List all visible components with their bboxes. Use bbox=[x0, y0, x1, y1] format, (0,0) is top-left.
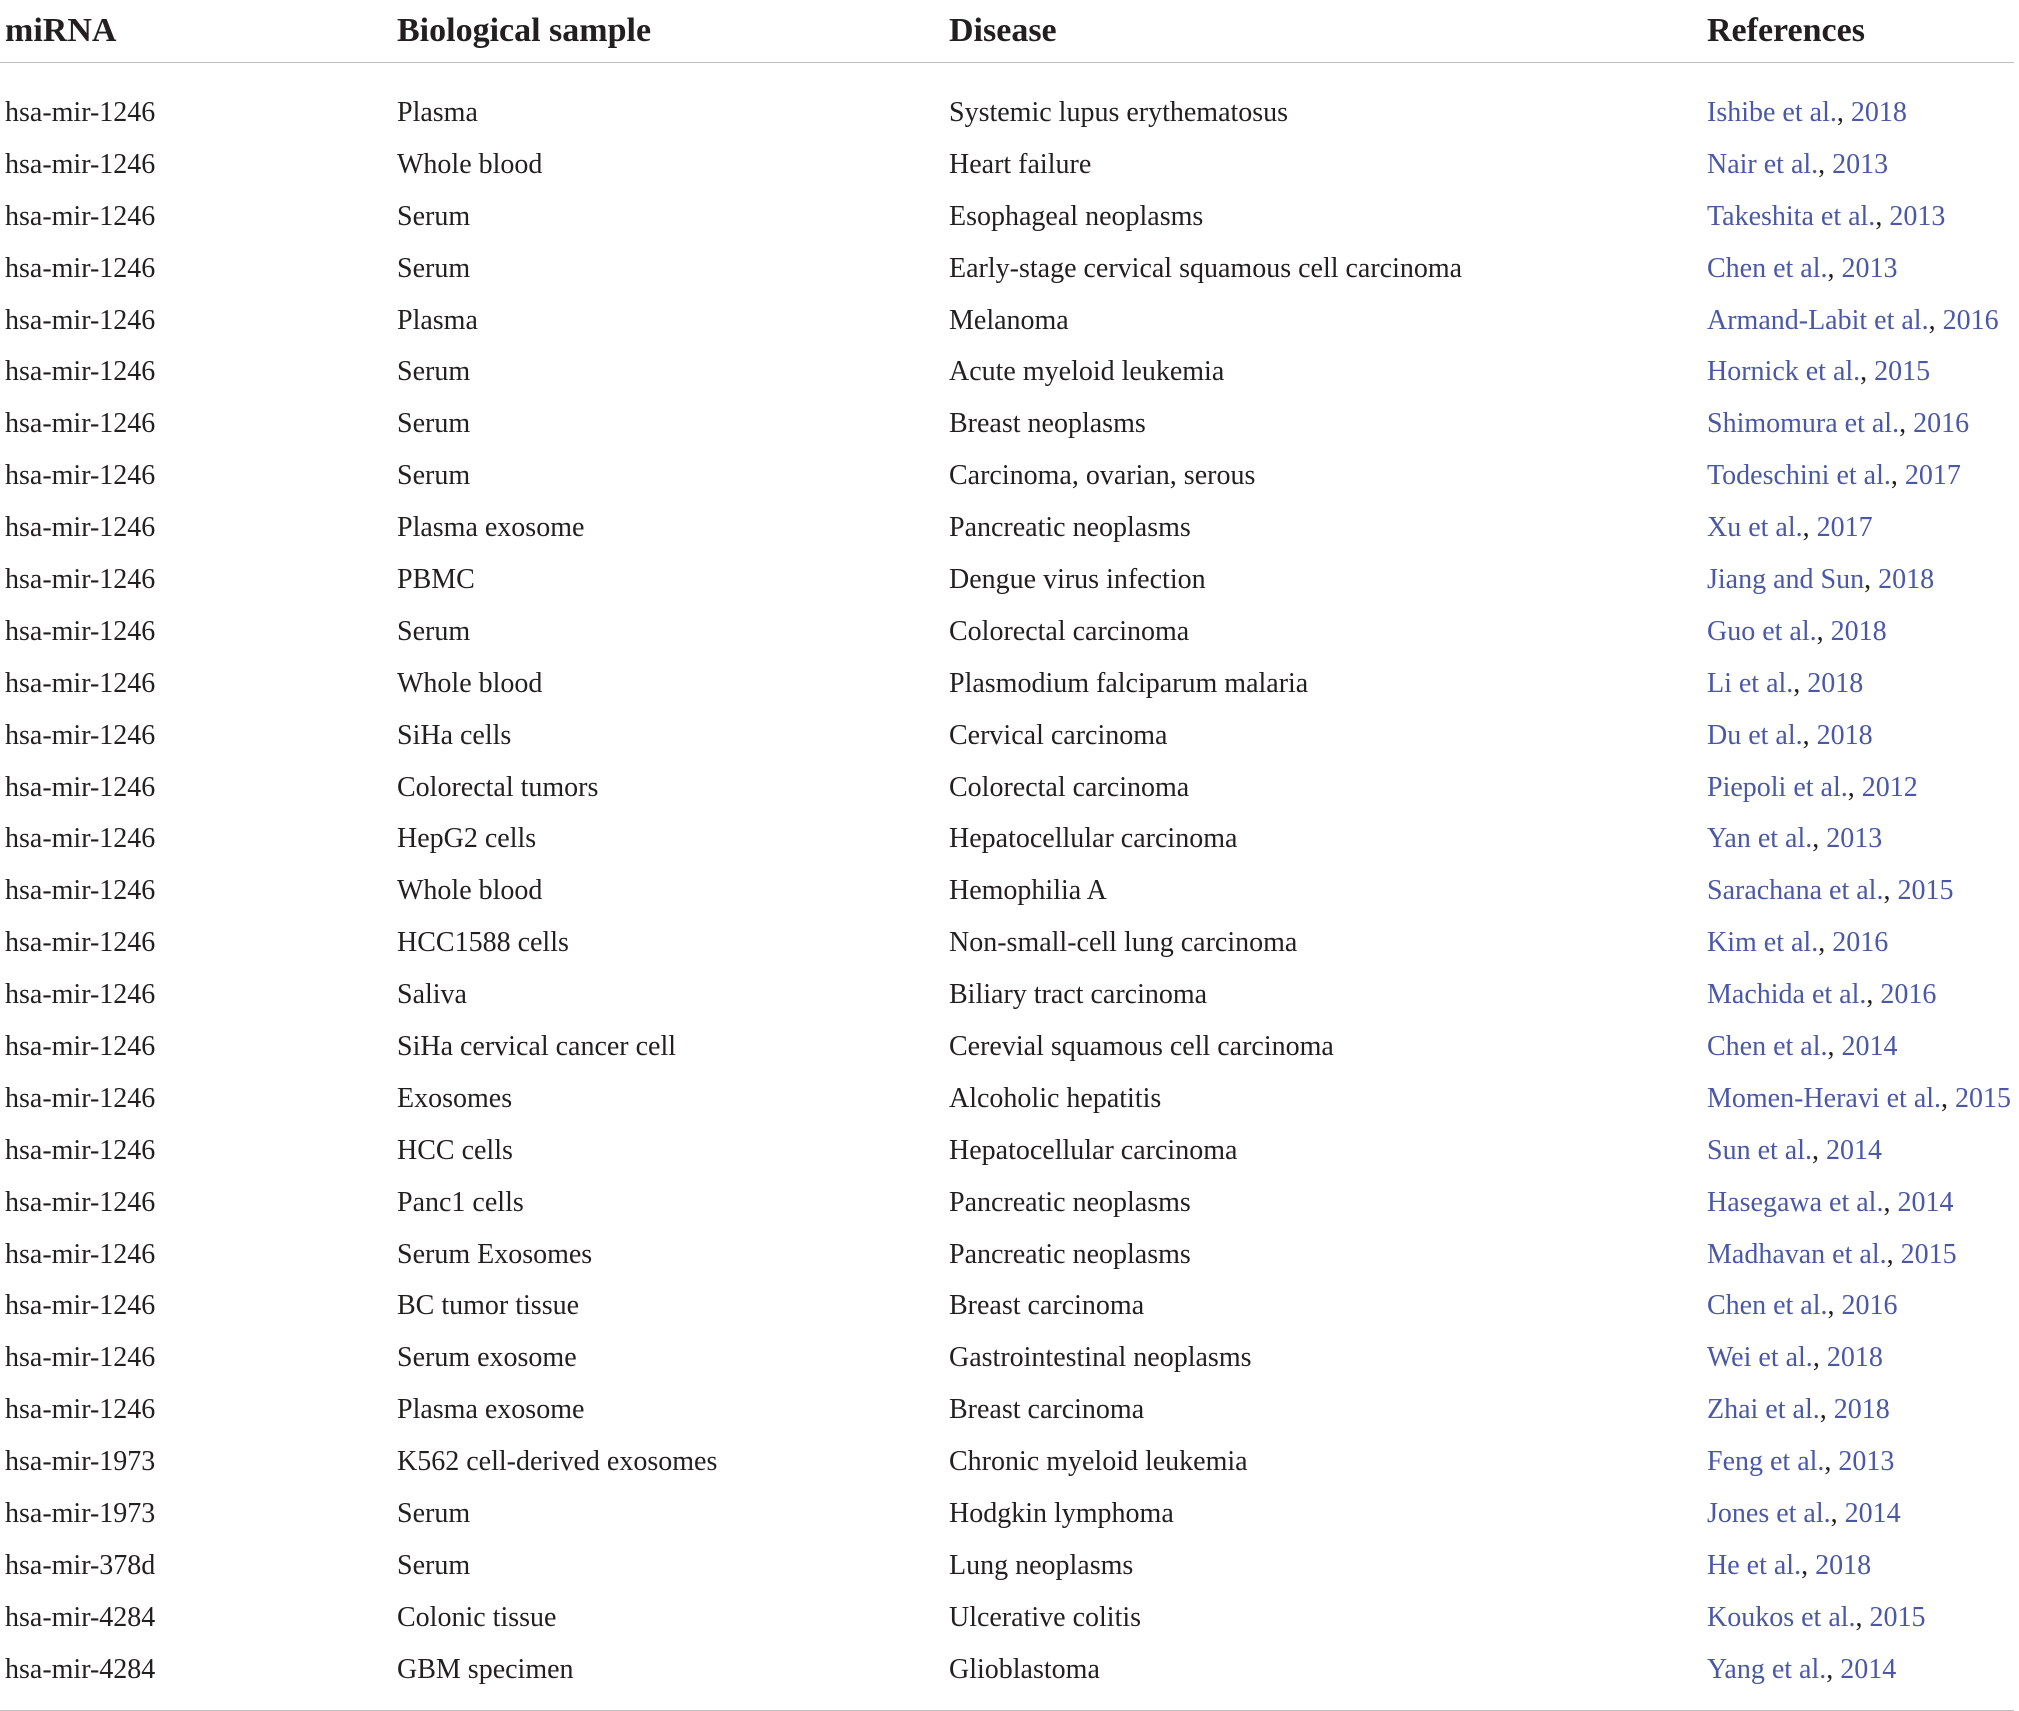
reference-year: 2013 bbox=[1826, 823, 1883, 855]
reference-link[interactable]: Kim et al. bbox=[1707, 927, 1819, 959]
cell-reference bbox=[1702, 865, 2014, 917]
cell-reference bbox=[1702, 1229, 2014, 1281]
table-row bbox=[0, 917, 2014, 969]
cell-disease: Early-stage cervical squamous cell carcinoma bbox=[949, 252, 1463, 284]
reference-separator: , bbox=[1801, 1549, 1816, 1581]
reference-year: 2015 bbox=[1897, 875, 1954, 907]
cell-disease: Biliary tract carcinoma bbox=[949, 979, 1208, 1011]
reference-separator: , bbox=[1899, 408, 1914, 440]
cell-reference bbox=[1702, 1436, 2014, 1488]
reference-year: 2016 bbox=[1913, 408, 1970, 440]
table-row bbox=[0, 1177, 2014, 1229]
reference-separator: , bbox=[1793, 667, 1808, 699]
cell-reference bbox=[1702, 295, 2014, 347]
cell-mirna: hsa-mir-1246 bbox=[5, 252, 156, 284]
reference-separator: , bbox=[1883, 875, 1898, 907]
table-row bbox=[0, 502, 2014, 554]
table-row bbox=[0, 1384, 2014, 1436]
cell-disease: Alcoholic hepatitis bbox=[949, 1082, 1162, 1114]
reference-link[interactable]: Piepoli et al. bbox=[1707, 771, 1848, 803]
reference-link[interactable]: Todeschini et al. bbox=[1707, 460, 1891, 492]
cell-mirna: hsa-mir-1246 bbox=[5, 96, 156, 128]
cell-mirna: hsa-mir-1246 bbox=[5, 1030, 156, 1062]
table-row bbox=[0, 1073, 2014, 1125]
cell-disease: Cerevial squamous cell carcinoma bbox=[949, 1030, 1334, 1062]
cell-mirna: hsa-mir-1246 bbox=[5, 1186, 156, 1218]
table-header bbox=[0, 0, 2014, 63]
cell-disease: Colorectal carcinoma bbox=[949, 771, 1190, 803]
table-row bbox=[0, 1488, 2014, 1540]
table-row bbox=[0, 295, 2014, 347]
cell-mirna: hsa-mir-1246 bbox=[5, 356, 156, 388]
cell-mirna: hsa-mir-1973 bbox=[5, 1497, 156, 1529]
table-row bbox=[0, 1436, 2014, 1488]
header-disease: Disease bbox=[944, 0, 1702, 63]
cell-biological-sample: HCC cells bbox=[397, 1134, 513, 1166]
reference-year: 2018 bbox=[1826, 1342, 1883, 1374]
cell-mirna: hsa-mir-1246 bbox=[5, 200, 156, 232]
cell-biological-sample: Colonic tissue bbox=[397, 1601, 557, 1633]
cell-mirna: hsa-mir-1246 bbox=[5, 667, 156, 699]
reference-link[interactable]: Feng et al. bbox=[1707, 1446, 1825, 1478]
cell-reference bbox=[1702, 658, 2014, 710]
reference-year: 2018 bbox=[1830, 615, 1887, 647]
cell-disease: Lung neoplasms bbox=[949, 1549, 1134, 1581]
cell-reference bbox=[1702, 554, 2014, 606]
reference-year: 2016 bbox=[1832, 927, 1889, 959]
cell-biological-sample: HepG2 cells bbox=[397, 823, 537, 855]
reference-link[interactable]: Hornick et al. bbox=[1707, 356, 1861, 388]
reference-year: 2013 bbox=[1841, 252, 1898, 284]
cell-biological-sample: GBM specimen bbox=[392, 1644, 944, 1710]
cell-reference bbox=[1702, 398, 2014, 450]
reference-year: 2014 bbox=[1897, 1186, 1954, 1218]
table-row bbox=[0, 1021, 2014, 1073]
reference-link[interactable]: Armand-Labit et al. bbox=[1707, 304, 1929, 336]
reference-separator: , bbox=[1816, 615, 1831, 647]
reference-separator: , bbox=[1864, 563, 1879, 595]
reference-year: 2018 bbox=[1816, 719, 1873, 751]
reference-year: 2018 bbox=[1815, 1549, 1872, 1581]
table-row bbox=[0, 606, 2014, 658]
cell-mirna: hsa-mir-1246 bbox=[5, 823, 156, 855]
cell-mirna: hsa-mir-1246 bbox=[5, 408, 156, 440]
reference-year: 2018 bbox=[1850, 96, 1907, 128]
reference-link[interactable]: Xu et al. bbox=[1707, 512, 1803, 544]
reference-year: 2015 bbox=[1900, 1238, 1957, 1270]
table-row bbox=[0, 1644, 2014, 1710]
cell-reference bbox=[1702, 969, 2014, 1021]
cell-biological-sample: Colorectal tumors bbox=[397, 771, 599, 803]
reference-link[interactable]: Machida et al. bbox=[1707, 979, 1867, 1011]
reference-separator: , bbox=[1883, 1186, 1898, 1218]
reference-separator: , bbox=[1827, 1030, 1842, 1062]
reference-link[interactable]: Zhai et al. bbox=[1707, 1394, 1820, 1426]
cell-disease: Melanoma bbox=[949, 304, 1069, 336]
reference-link[interactable]: Chen et al. bbox=[1707, 252, 1828, 284]
table-row bbox=[0, 139, 2014, 191]
reference-year: 2013 bbox=[1838, 1446, 1895, 1478]
cell-reference bbox=[1702, 243, 2014, 295]
cell-biological-sample: SiHa cervical cancer cell bbox=[397, 1030, 677, 1062]
cell-biological-sample: Serum bbox=[397, 408, 471, 440]
reference-link[interactable]: Hasegawa et al. bbox=[1707, 1186, 1884, 1218]
reference-separator: , bbox=[1928, 304, 1943, 336]
reference-link[interactable]: Nair et al. bbox=[1707, 148, 1819, 180]
cell-mirna: hsa-mir-1246 bbox=[5, 1134, 156, 1166]
reference-separator: , bbox=[1827, 1290, 1842, 1322]
cell-reference bbox=[1702, 1488, 2014, 1540]
table-row bbox=[0, 710, 2014, 762]
cell-biological-sample: Exosomes bbox=[397, 1082, 513, 1114]
cell-disease: Non-small-cell lung carcinoma bbox=[949, 927, 1298, 959]
cell-biological-sample: Serum exosome bbox=[397, 1342, 577, 1374]
reference-link[interactable]: Koukos et al. bbox=[1707, 1601, 1856, 1633]
cell-reference bbox=[1702, 1644, 2014, 1710]
reference-link[interactable]: Ishibe et al. bbox=[1707, 96, 1837, 128]
cell-mirna: hsa-mir-378d bbox=[5, 1549, 156, 1581]
reference-link[interactable]: Madhavan et al. bbox=[1707, 1238, 1887, 1270]
cell-biological-sample: Serum bbox=[397, 615, 471, 647]
cell-disease: Carcinoma, ovarian, serous bbox=[949, 460, 1256, 492]
cell-disease: Cervical carcinoma bbox=[949, 719, 1168, 751]
cell-mirna: hsa-mir-1246 bbox=[5, 512, 156, 544]
cell-reference bbox=[1702, 1540, 2014, 1592]
cell-reference bbox=[1702, 813, 2014, 865]
cell-reference bbox=[1702, 346, 2014, 398]
reference-link[interactable]: Chen et al. bbox=[1707, 1290, 1828, 1322]
cell-reference bbox=[1702, 1384, 2014, 1436]
table-row bbox=[0, 658, 2014, 710]
cell-mirna: hsa-mir-1246 bbox=[5, 719, 156, 751]
cell-reference bbox=[1702, 63, 2014, 139]
table-row bbox=[0, 1125, 2014, 1177]
reference-link[interactable]: He et al. bbox=[1707, 1549, 1802, 1581]
table-row bbox=[0, 243, 2014, 295]
reference-link[interactable]: Jiang and Sun bbox=[1707, 563, 1865, 595]
cell-mirna: hsa-mir-1246 bbox=[5, 1290, 156, 1322]
reference-year: 2015 bbox=[1869, 1601, 1926, 1633]
cell-biological-sample: HCC1588 cells bbox=[397, 927, 569, 959]
cell-reference bbox=[1702, 1332, 2014, 1384]
cell-biological-sample: SiHa cells bbox=[397, 719, 512, 751]
cell-disease: Heart failure bbox=[949, 148, 1092, 180]
reference-link[interactable]: Li et al. bbox=[1707, 667, 1794, 699]
reference-separator: , bbox=[1818, 148, 1833, 180]
cell-disease: Breast carcinoma bbox=[949, 1290, 1145, 1322]
table-row bbox=[0, 554, 2014, 606]
reference-separator: , bbox=[1855, 1601, 1870, 1633]
cell-mirna: hsa-mir-1246 bbox=[5, 1394, 156, 1426]
table-row bbox=[0, 813, 2014, 865]
cell-reference bbox=[1702, 1177, 2014, 1229]
reference-separator: , bbox=[1847, 771, 1862, 803]
cell-biological-sample: Whole blood bbox=[397, 875, 543, 907]
reference-separator: , bbox=[1818, 927, 1833, 959]
cell-reference bbox=[1702, 1021, 2014, 1073]
table-row bbox=[0, 191, 2014, 243]
cell-disease: Dengue virus infection bbox=[949, 563, 1206, 595]
reference-link[interactable]: Du et al. bbox=[1707, 719, 1803, 751]
cell-biological-sample: Serum bbox=[397, 1549, 471, 1581]
reference-separator: , bbox=[1802, 512, 1817, 544]
cell-biological-sample: Serum bbox=[397, 1497, 471, 1529]
cell-disease: Glioblastoma bbox=[944, 1644, 1702, 1710]
cell-biological-sample: Plasma bbox=[397, 96, 478, 128]
cell-reference bbox=[1702, 139, 2014, 191]
cell-reference bbox=[1702, 1592, 2014, 1644]
table-row bbox=[0, 865, 2014, 917]
header-mirna: miRNA bbox=[0, 0, 392, 63]
reference-separator: , bbox=[1830, 1497, 1845, 1529]
cell-mirna: hsa-mir-1246 bbox=[5, 927, 156, 959]
cell-reference bbox=[1702, 1125, 2014, 1177]
reference-year: 2012 bbox=[1861, 771, 1918, 803]
cell-reference bbox=[1702, 502, 2014, 554]
reference-year: 2017 bbox=[1904, 460, 1961, 492]
cell-disease: Pancreatic neoplasms bbox=[949, 1186, 1191, 1218]
reference-year: 2013 bbox=[1889, 200, 1946, 232]
cell-biological-sample: Whole blood bbox=[397, 148, 543, 180]
reference-separator: , bbox=[1866, 979, 1881, 1011]
reference-separator: , bbox=[1886, 1238, 1901, 1270]
cell-biological-sample: PBMC bbox=[397, 563, 475, 595]
reference-separator: , bbox=[1890, 460, 1905, 492]
table-body bbox=[0, 63, 2014, 1711]
reference-year: 2018 bbox=[1878, 563, 1935, 595]
cell-disease: Hepatocellular carcinoma bbox=[949, 823, 1238, 855]
reference-link[interactable]: Wei et al. bbox=[1707, 1342, 1813, 1374]
cell-mirna: hsa-mir-1246 bbox=[5, 1342, 156, 1374]
table-row bbox=[0, 1332, 2014, 1384]
cell-mirna: hsa-mir-1246 bbox=[5, 148, 156, 180]
reference-year: 2016 bbox=[1942, 304, 1999, 336]
cell-biological-sample: Saliva bbox=[397, 979, 467, 1011]
reference-link[interactable]: Yan et al. bbox=[1707, 823, 1813, 855]
cell-disease: Acute myeloid leukemia bbox=[949, 356, 1225, 388]
reference-link[interactable]: Momen-Heravi et al. bbox=[1707, 1082, 1942, 1114]
cell-biological-sample: Serum bbox=[397, 200, 471, 232]
cell-reference bbox=[1702, 762, 2014, 814]
cell-disease: Breast carcinoma bbox=[949, 1394, 1145, 1426]
table-row bbox=[0, 762, 2014, 814]
reference-separator: , bbox=[1802, 719, 1817, 751]
table-row bbox=[0, 398, 2014, 450]
table-row bbox=[0, 1280, 2014, 1332]
table-row bbox=[0, 346, 2014, 398]
reference-link[interactable]: Takeshita et al. bbox=[1707, 200, 1876, 232]
cell-biological-sample: K562 cell-derived exosomes bbox=[397, 1446, 718, 1478]
reference-year: 2013 bbox=[1832, 148, 1889, 180]
reference-link[interactable]: Chen et al. bbox=[1707, 1030, 1828, 1062]
cell-biological-sample: Whole blood bbox=[397, 667, 543, 699]
reference-link[interactable]: Sun et al. bbox=[1707, 1134, 1812, 1166]
reference-year: 2018 bbox=[1807, 667, 1864, 699]
cell-mirna: hsa-mir-4284 bbox=[0, 1644, 392, 1710]
cell-biological-sample: Serum bbox=[397, 356, 471, 388]
cell-biological-sample: Serum bbox=[397, 460, 471, 492]
cell-reference bbox=[1702, 191, 2014, 243]
cell-disease: Systemic lupus erythematosus bbox=[949, 96, 1289, 128]
reference-link[interactable]: Jones et al. bbox=[1707, 1497, 1831, 1529]
cell-mirna: hsa-mir-1246 bbox=[5, 460, 156, 492]
cell-biological-sample: Plasma exosome bbox=[397, 1394, 585, 1426]
cell-disease: Ulcerative colitis bbox=[949, 1601, 1142, 1633]
reference-separator: , bbox=[1812, 1342, 1827, 1374]
cell-reference bbox=[1702, 1073, 2014, 1125]
cell-disease: Pancreatic neoplasms bbox=[949, 1238, 1191, 1270]
cell-biological-sample: Panc1 cells bbox=[397, 1186, 524, 1218]
cell-disease: Esophageal neoplasms bbox=[949, 200, 1204, 232]
cell-disease: Hemophilia A bbox=[949, 875, 1107, 907]
cell-biological-sample: BC tumor tissue bbox=[397, 1290, 580, 1322]
header-biological-sample: Biological sample bbox=[392, 0, 944, 63]
reference-separator: , bbox=[1826, 1653, 1841, 1685]
reference-year: 2018 bbox=[1833, 1394, 1890, 1426]
cell-mirna: hsa-mir-1246 bbox=[5, 1238, 156, 1270]
cell-disease: Chronic myeloid leukemia bbox=[949, 1446, 1248, 1478]
reference-separator: , bbox=[1860, 356, 1875, 388]
cell-disease: Breast neoplasms bbox=[949, 408, 1146, 440]
cell-mirna: hsa-mir-1246 bbox=[5, 563, 156, 595]
table-row bbox=[0, 450, 2014, 502]
cell-mirna: hsa-mir-1246 bbox=[5, 1082, 156, 1114]
cell-disease: Hodgkin lymphoma bbox=[949, 1497, 1174, 1529]
cell-biological-sample: Serum Exosomes bbox=[397, 1238, 593, 1270]
reference-year: 2014 bbox=[1844, 1497, 1901, 1529]
table-row bbox=[0, 1540, 2014, 1592]
cell-reference bbox=[1702, 606, 2014, 658]
reference-separator: , bbox=[1827, 252, 1842, 284]
table-row bbox=[0, 63, 2014, 139]
reference-separator: , bbox=[1812, 823, 1827, 855]
reference-separator: , bbox=[1875, 200, 1890, 232]
cell-biological-sample: Plasma exosome bbox=[397, 512, 585, 544]
cell-biological-sample: Plasma bbox=[397, 304, 478, 336]
cell-reference bbox=[1702, 1280, 2014, 1332]
cell-disease: Pancreatic neoplasms bbox=[949, 512, 1191, 544]
reference-separator: , bbox=[1941, 1082, 1956, 1114]
cell-biological-sample: Serum bbox=[397, 252, 471, 284]
cell-reference bbox=[1702, 917, 2014, 969]
reference-year: 2015 bbox=[1874, 356, 1931, 388]
cell-mirna: hsa-mir-4284 bbox=[5, 1601, 156, 1633]
reference-link[interactable]: Sarachana et al. bbox=[1707, 875, 1884, 907]
reference-separator: , bbox=[1819, 1394, 1834, 1426]
reference-year: 2014 bbox=[1840, 1653, 1897, 1685]
reference-year: 2016 bbox=[1880, 979, 1937, 1011]
cell-disease: Hepatocellular carcinoma bbox=[949, 1134, 1238, 1166]
cell-mirna: hsa-mir-1246 bbox=[5, 304, 156, 336]
reference-year: 2016 bbox=[1841, 1290, 1898, 1322]
reference-link[interactable]: Yang et al. bbox=[1707, 1653, 1827, 1685]
cell-reference bbox=[1702, 450, 2014, 502]
reference-year: 2015 bbox=[1955, 1082, 2012, 1114]
table-row bbox=[0, 969, 2014, 1021]
table-row bbox=[0, 1229, 2014, 1281]
reference-separator: , bbox=[1812, 1134, 1826, 1166]
cell-mirna: hsa-mir-1246 bbox=[5, 771, 156, 803]
cell-reference bbox=[1702, 710, 2014, 762]
cell-disease: Plasmodium falciparum malaria bbox=[949, 667, 1309, 699]
cell-disease: Gastrointestinal neoplasms bbox=[949, 1342, 1252, 1374]
reference-separator: , bbox=[1824, 1446, 1839, 1478]
reference-year: 2017 bbox=[1816, 512, 1873, 544]
header-row bbox=[0, 0, 2014, 63]
cell-mirna: hsa-mir-1246 bbox=[5, 979, 156, 1011]
cell-mirna: hsa-mir-1973 bbox=[5, 1446, 156, 1478]
header-references: References bbox=[1702, 0, 2014, 63]
table-row bbox=[0, 1592, 2014, 1644]
cell-disease: Colorectal carcinoma bbox=[949, 615, 1190, 647]
cell-mirna: hsa-mir-1246 bbox=[5, 875, 156, 907]
reference-link[interactable]: Shimomura et al. bbox=[1707, 408, 1900, 440]
reference-year: 2014 bbox=[1826, 1134, 1882, 1166]
reference-link[interactable]: Guo et al. bbox=[1707, 615, 1817, 647]
reference-year: 2014 bbox=[1841, 1030, 1898, 1062]
reference-separator: , bbox=[1836, 96, 1851, 128]
cell-mirna: hsa-mir-1246 bbox=[5, 615, 156, 647]
